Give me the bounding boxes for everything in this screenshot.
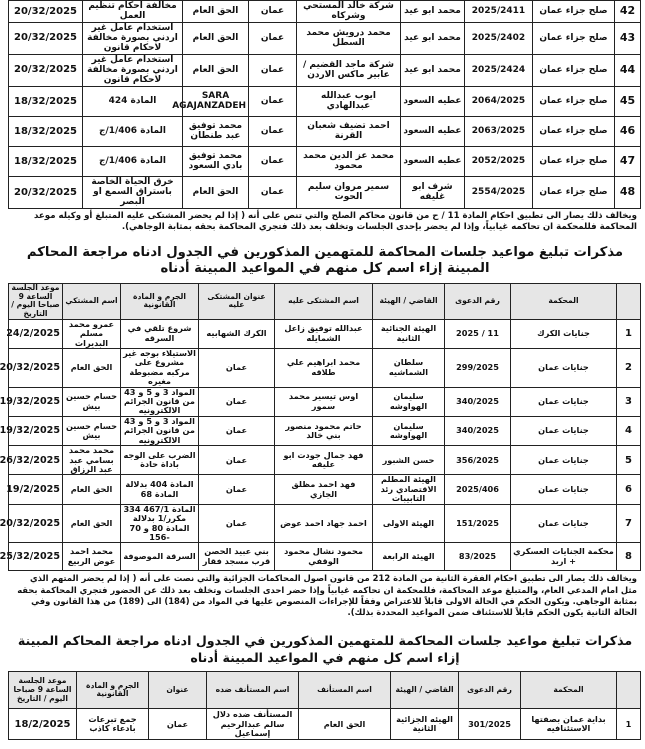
plaintiff-cell: حسام حسين بيش bbox=[63, 387, 121, 416]
session-date-cell: 20/32/2025 bbox=[9, 348, 63, 387]
table-row bbox=[9, 446, 641, 475]
court-cell: محكمة الجنايات العسكري + اربد bbox=[511, 543, 617, 571]
court-cell: صلح جزاء عمان bbox=[533, 54, 615, 86]
court-cell: صلح جزاء عمان bbox=[533, 1, 615, 23]
defendant-cell: محمد درويش محمد السطل bbox=[297, 22, 401, 54]
plaintiff-cell: محمد احمد عوض الربيع bbox=[63, 543, 121, 571]
row-number: 7 bbox=[617, 504, 641, 543]
plaintiff-cell: محمد توفيق بادي السعود bbox=[183, 146, 249, 176]
judge-cell: محمد ابو عيد bbox=[401, 1, 465, 23]
table-row bbox=[9, 116, 641, 146]
address-cell: عمان bbox=[199, 387, 275, 416]
table-row bbox=[9, 146, 641, 176]
plaintiff-cell: الحق العام bbox=[63, 504, 121, 543]
plaintiff-cell: محمد محمد بسامي عبد عبد الرزاق bbox=[63, 446, 121, 475]
judge-cell: الهيئه الجزائية الثانية bbox=[391, 709, 459, 740]
session-date-cell: 18/32/2025 bbox=[9, 86, 83, 116]
session-date-cell: 26/32/2025 bbox=[9, 446, 63, 475]
defendant-cell: فهد جمال جودت ابو عليقه bbox=[275, 446, 373, 475]
court-cell: جنايات عمان bbox=[511, 387, 617, 416]
judge-cell: عطيه السعود bbox=[401, 116, 465, 146]
legal-note-first: ويخالف ذلك يصار الى تطبيق احكام المادة 11 / ح من قانون محاكم الصلح والتي تنص على أنه ( إذا لم يحضر المشتكى عليه المتبلغ أو وكيله موعد المحاكمة فللمحكمة ان تحاكمه غيابياً، وإذا لم يحضر بإحدى الجلسات وتخلف بعد ذلك فتجري المحاكمة بحقه بمثابة الوجاهي). bbox=[33, 210, 637, 233]
address-cell: عمان bbox=[199, 475, 275, 504]
row-number: 48 bbox=[615, 176, 641, 208]
address-cell: عمان bbox=[249, 86, 297, 116]
court-cell: جنايات عمان bbox=[511, 504, 617, 543]
header-case-number: رقم الدعوى bbox=[459, 672, 521, 709]
table-row bbox=[9, 176, 641, 208]
session-date-cell: 20/32/2025 bbox=[9, 22, 83, 54]
case-number-cell: 2025/2402 bbox=[465, 22, 533, 54]
court-cell: صلح جزاء عمان bbox=[533, 86, 615, 116]
table-civil-courts-body bbox=[9, 1, 641, 209]
judge-cell: محمد ابو عيد bbox=[401, 54, 465, 86]
table-civil-courts bbox=[8, 0, 641, 209]
court-cell: صلح جزاء عمان bbox=[533, 116, 615, 146]
address-cell: الكرك الشهابيه bbox=[199, 319, 275, 348]
defendant-cell: شركة خالد المستحي وشركاه bbox=[297, 1, 401, 23]
charge-cell: جمع تبرعات بادعاء كاذب bbox=[77, 709, 149, 740]
table-row bbox=[9, 319, 641, 348]
defendant-cell: احمد جهاد احمد عوض bbox=[275, 504, 373, 543]
case-number-cell: 2025/2424 bbox=[465, 54, 533, 86]
judge-cell: عطيه السعود bbox=[401, 146, 465, 176]
row-number: 43 bbox=[615, 22, 641, 54]
defendant-cell: شركة ماجد القضيم /عابير ماكس الاردن bbox=[297, 54, 401, 86]
case-number-cell: 301/2025 bbox=[459, 709, 521, 740]
header-charge: الجرم و المادة القانونية bbox=[121, 283, 199, 319]
table-row bbox=[9, 709, 641, 740]
court-cell: جنايات عمان bbox=[511, 416, 617, 445]
judge-cell: الهيئة الرابعة bbox=[373, 543, 445, 571]
defendant-cell: اوس تيسير محمد سمور bbox=[275, 387, 373, 416]
session-date-cell: 19/32/2025 bbox=[9, 416, 63, 445]
court-cell: جنايات عمان bbox=[511, 446, 617, 475]
row-number: 8 bbox=[617, 543, 641, 571]
table-appeals-body bbox=[9, 709, 641, 740]
plaintiff-cell: الحق العام bbox=[183, 54, 249, 86]
charge-cell: خرق الحياة الخاصة باستراق السمع او البصر bbox=[83, 176, 183, 208]
case-number-cell: 340/2025 bbox=[445, 387, 511, 416]
plaintiff-cell: SARA AGAJANZADEH bbox=[183, 86, 249, 116]
row-number: 6 bbox=[617, 475, 641, 504]
header-appellee: اسم المستأنف ضده bbox=[207, 672, 299, 709]
judge-cell: محمد ابو عيد bbox=[401, 22, 465, 54]
row-number: 5 bbox=[617, 446, 641, 475]
session-date-cell: 25/32/2025 bbox=[9, 543, 63, 571]
header-address: عنوان المشتكى عليه bbox=[199, 283, 275, 319]
defendant-cell: حاتم محمود منصور بني خالد bbox=[275, 416, 373, 445]
table-row bbox=[9, 1, 641, 23]
defendant-cell: فهد احمد مظلق الجازي bbox=[275, 475, 373, 504]
section-title-appeals: مذكرات تبليغ مواعيد جلسات المحاكمة للمتهمين المذكورين في الجدول ادناه مراجعة المحاكم المبينة إزاء اسم كل منهم في المواعيد المبينة أدناه bbox=[17, 633, 633, 665]
row-number: 42 bbox=[615, 1, 641, 23]
address-cell: بني عبيد الحصن قرب مسجد فقار bbox=[199, 543, 275, 571]
row-number: 4 bbox=[617, 416, 641, 445]
table-row bbox=[9, 543, 641, 571]
charge-cell: المواد 3 و 5 و 43 من قانون الجرائم الالكترونيه bbox=[121, 416, 199, 445]
judge-cell: سليمان الهواوشه bbox=[373, 416, 445, 445]
session-date-cell: 18/2/2025 bbox=[9, 709, 77, 740]
case-number-cell: 340/2025 bbox=[445, 416, 511, 445]
charge-cell: المادة 1/406/ج bbox=[83, 146, 183, 176]
defendant-cell: محمد ابراهيم علي طلاقه bbox=[275, 348, 373, 387]
court-cell: جنايات عمان bbox=[511, 475, 617, 504]
plaintiff-cell: عمرو محمد مسلم البديرات bbox=[63, 319, 121, 348]
session-date-cell: 20/32/2025 bbox=[9, 504, 63, 543]
address-cell: عمان bbox=[249, 1, 297, 23]
case-number-cell: 299/2025 bbox=[445, 348, 511, 387]
charge-cell: المادة 1/406/ج bbox=[83, 116, 183, 146]
row-number: 2 bbox=[617, 348, 641, 387]
table-criminal-courts bbox=[0, 282, 641, 572]
table-row bbox=[9, 86, 641, 116]
header-appellant: اسم المستأنف bbox=[299, 672, 391, 709]
case-number-cell: 2052/2025 bbox=[465, 146, 533, 176]
header-date: موعد الجلسة الساعة 9 صباحا اليوم / التاريخ bbox=[9, 283, 63, 319]
address-cell: عمان bbox=[199, 446, 275, 475]
plaintiff-cell: محمد توفيق عبد طنطان bbox=[183, 116, 249, 146]
table-appeals-header-row bbox=[9, 672, 641, 709]
judge-cell: حسن الشبور bbox=[373, 446, 445, 475]
court-cell: صلح جزاء عمان bbox=[533, 176, 615, 208]
court-cell: صلح جزاء عمان bbox=[533, 22, 615, 54]
court-cell: صلح جزاء عمان bbox=[533, 146, 615, 176]
case-number-cell: 11 / 2025 bbox=[445, 319, 511, 348]
session-date-cell: 19/32/2025 bbox=[9, 387, 63, 416]
charge-cell: استخدام عامل غير اردني بصورة مخالفة لاحكام قانون bbox=[83, 22, 183, 54]
header-court: المحكمة bbox=[511, 283, 617, 319]
table-row bbox=[9, 504, 641, 543]
case-number-cell: 2064/2025 bbox=[465, 86, 533, 116]
legal-note-second: ويخالف ذلك يصار الى تطبيق احكام الفقرة الثانية من المادة 212 من قانون اصول المحاكمات الجزائية والتي نصت على أنه ( إذا لم يحضر المتهم الذي مثل امام المدعي العام، والمتبلغ موعد المحاكمة، فللمحكمة ان تحاكمه غيابياً وإذا حضر احدى الجلسات وتخلف بعد ذلك عن الحضور فتجري المحاكمة بحقه بمثابة الوجاهي. ويكون الحكم في الحالة الاولى قابلاً للاعتراض وفقاً للإجراءات المنصوص عليها في المواد من (184) الى (189) من هذا القانون وفي الحالة الثانية يكون الحكم قابلاً للاستئناف ضمن المواعيد المحددة بذلك). bbox=[17, 573, 637, 618]
row-number: 1 bbox=[617, 319, 641, 348]
defendant-cell: احمد تضيف شعبان القرنة bbox=[297, 116, 401, 146]
session-date-cell: 20/32/2025 bbox=[9, 1, 83, 23]
case-number-cell: 83/2025 bbox=[445, 543, 511, 571]
plaintiff-cell: الحق العام bbox=[183, 176, 249, 208]
charge-cell: مخالفة احكام تنظيم العمل bbox=[83, 1, 183, 23]
court-cell: جنايات الكرك bbox=[511, 319, 617, 348]
case-number-cell: 2554/2025 bbox=[465, 176, 533, 208]
session-date-cell: 20/32/2025 bbox=[9, 54, 83, 86]
table-row bbox=[9, 22, 641, 54]
header-judge: القاضي / الهيئة bbox=[373, 283, 445, 319]
court-cell: جنايات عمان bbox=[511, 348, 617, 387]
case-number-cell: 2063/2025 bbox=[465, 116, 533, 146]
judge-cell: الهيئة المطلم الاقتصادي رئد التابيبات bbox=[373, 475, 445, 504]
charge-cell: المادة 467/1 334 مكرر/1 بدلالة المادة 80 و 70 -156 bbox=[121, 504, 199, 543]
charge-cell: الضرب على الوجه باداة حادة bbox=[121, 446, 199, 475]
row-number: 1 bbox=[617, 709, 641, 740]
plaintiff-cell: حسام حسين بيش bbox=[63, 416, 121, 445]
header-defendant: اسم المشتكى عليه bbox=[275, 283, 373, 319]
judge-cell: عطيه السعود bbox=[401, 86, 465, 116]
session-date-cell: 24/2/2025 bbox=[9, 319, 63, 348]
charge-cell: المادة 404 بدلالة المادة 68 bbox=[121, 475, 199, 504]
plaintiff-cell: الحق العام bbox=[183, 22, 249, 54]
defendant-cell: محمود نشال محمود الوقفي bbox=[275, 543, 373, 571]
session-date-cell: 18/32/2025 bbox=[9, 116, 83, 146]
charge-cell: استخدام عامل غير اردني بصورة مخالفة لاحكام قانون bbox=[83, 54, 183, 86]
address-cell: عمان bbox=[199, 416, 275, 445]
row-number: 47 bbox=[615, 146, 641, 176]
header-address: عنوان bbox=[149, 672, 207, 709]
address-cell: عمان bbox=[249, 22, 297, 54]
address-cell: عمان bbox=[199, 504, 275, 543]
address-cell: عمان bbox=[249, 116, 297, 146]
table-row bbox=[9, 348, 641, 387]
address-cell: عمان bbox=[249, 146, 297, 176]
address-cell: عمان bbox=[249, 176, 297, 208]
charge-cell: المادة 424 bbox=[83, 86, 183, 116]
session-date-cell: 20/32/2025 bbox=[9, 176, 83, 208]
plaintiff-cell: الحق العام bbox=[63, 475, 121, 504]
judge-cell: الهيئة الاولى bbox=[373, 504, 445, 543]
table-criminal-courts-body bbox=[0, 318, 641, 571]
header-number bbox=[617, 283, 641, 319]
defendant-cell: محمد عز الدين محمد محمود bbox=[297, 146, 401, 176]
judge-cell: شرف ابو غليفه bbox=[401, 176, 465, 208]
charge-cell: المواد 3 و 5 و 43 من قانون الجرائم الالكترونيه bbox=[121, 387, 199, 416]
case-number-cell: 151/2025 bbox=[445, 504, 511, 543]
charge-cell: الاستيلاء بوجه غير مشروع على مركبه مضبوطة مغيره bbox=[121, 348, 199, 387]
case-number-cell: 356/2025 bbox=[445, 446, 511, 475]
plaintiff-cell: الحق العام bbox=[183, 1, 249, 23]
case-number-cell: 2025/406 bbox=[445, 475, 511, 504]
header-plaintiff: اسم المشتكي bbox=[63, 283, 121, 319]
address-cell: عمان bbox=[149, 709, 207, 740]
plaintiff-cell: الحق العام bbox=[63, 348, 121, 387]
appellant-cell: الحق العام bbox=[299, 709, 391, 740]
table-appeals bbox=[8, 671, 641, 740]
header-court: المحكمة bbox=[521, 672, 617, 709]
header-number bbox=[617, 672, 641, 709]
table-row bbox=[9, 416, 641, 445]
session-date-cell: 19/2/2025 bbox=[9, 475, 63, 504]
appellee-cell: المستأنف ضده دلال سالم عبدالرحيم إسماعيل bbox=[207, 709, 299, 740]
defendant-cell: سمير مروان سليم الحوت bbox=[297, 176, 401, 208]
court-cell: بداية عمان بصفتها الاستئنافيه bbox=[521, 709, 617, 740]
header-judge: القاضي / الهيئة bbox=[391, 672, 459, 709]
row-number: 46 bbox=[615, 116, 641, 146]
defendant-cell: عبدالله توفيق زاعل الشمايله bbox=[275, 319, 373, 348]
charge-cell: السرقة الموصوفة bbox=[121, 543, 199, 571]
header-charge: الجرم و المادة القانونية bbox=[77, 672, 149, 709]
row-number: 45 bbox=[615, 86, 641, 116]
header-date: موعد الجلسة الساعة 9 صباحا اليوم / التاريخ bbox=[9, 672, 77, 709]
address-cell: عمان bbox=[249, 54, 297, 86]
header-case-number: رقم الدعوى bbox=[445, 283, 511, 319]
charge-cell: شروع تلقي في السرقه bbox=[121, 319, 199, 348]
table-row bbox=[9, 387, 641, 416]
section-title-criminal: مذكرات تبليغ مواعيد جلسات المحاكمة للمتهمين المذكورين في الجدول ادناه مراجعة المحاكم المبينة إزاء اسم كل منهم في المواعيد المبينة أدناه bbox=[26, 244, 624, 277]
session-date-cell: 18/32/2025 bbox=[9, 146, 83, 176]
row-number: 3 bbox=[617, 387, 641, 416]
address-cell: عمان bbox=[199, 348, 275, 387]
judge-cell: الهيئة الجنائية الثانية bbox=[373, 319, 445, 348]
judge-cell: سلطان الشماشيه bbox=[373, 348, 445, 387]
judge-cell: سليمان الهواوشه bbox=[373, 387, 445, 416]
table-row bbox=[9, 54, 641, 86]
table-row bbox=[9, 475, 641, 504]
table-criminal-header-row bbox=[9, 283, 641, 319]
row-number: 44 bbox=[615, 54, 641, 86]
defendant-cell: ايوب عبدالله عبدالهادي bbox=[297, 86, 401, 116]
case-number-cell: 2025/2411 bbox=[465, 1, 533, 23]
